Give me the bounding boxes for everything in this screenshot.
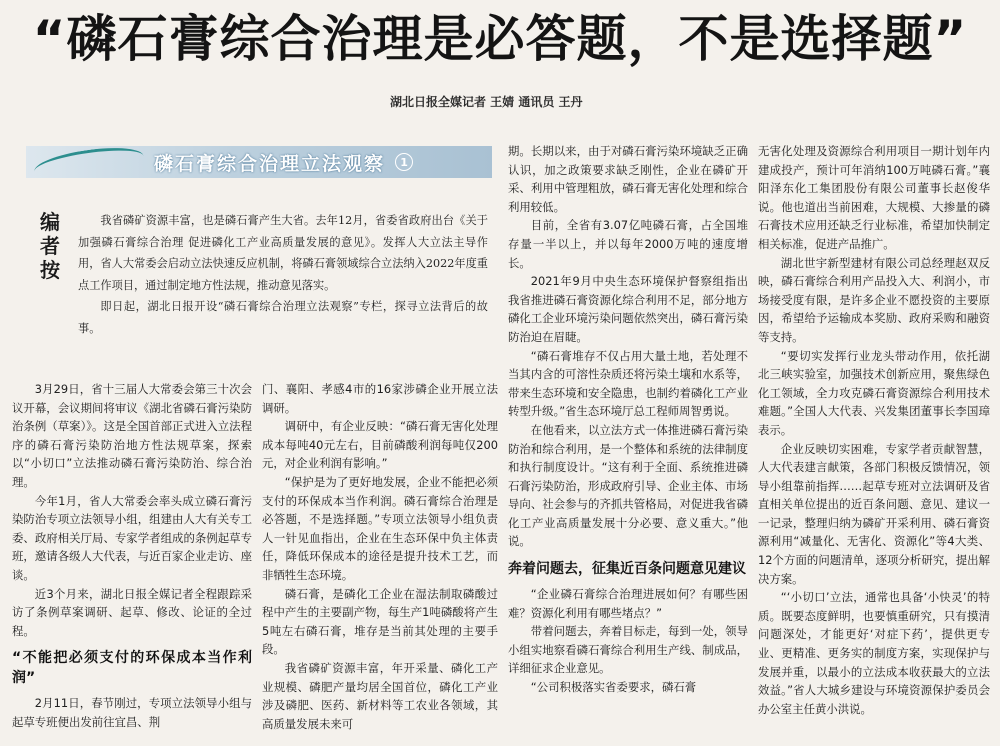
paragraph: 3月29日，省十三届人大常委会第三十次会议开幕，会议期间将审议《湖北省磷石膏污染防治条例（草案）》。这是全国首部正式进入立法程序的磷石膏污染防治地方性法规草案，探索以“小切口”立法推动磷石膏污染防治、综合治理。 [12,382,252,489]
paragraph: 企业反映切实困难，专家学者贡献智慧，人大代表建言献策，各部门积极反馈情况，领导小组靠前指挥……起草专班对立法调研及省直相关单位提出的近百条问题、意见、建议一一记录，整理归纳为磷矿开采利用、磷石膏资源利用“减量化、无害化、资源化”等4大类、12个方面的问题清单，逐项分析研究，提出解决方案。 [758,441,990,586]
article-headline: “磷石膏综合治理是必答题，不是选择题” [32,10,968,68]
paragraph: “保护是为了更好地发展，企业不能把必须支付的环保成本当作利润。磷石膏综合治理是必答题，不是选择题。”专项立法领导小组负责人一针见血指出，企业在生态环保中负主体责任，降低环保成本的途径是提升技术工艺，而非牺牲生态环境。 [262,474,498,582]
paragraph: 在他看来，以立法方式一体推进磷石膏污染防治和综合利用，是一个整体和系统的法律制度和执行制度设计。“这有利于全面、系统推进磷石膏污染防治，形成政府引导、企业主体、市场导向、社会参与的齐抓共管格局，对促进我省磷化工产业高质量发展十分必要、意义重大。”他说。 [508,422,748,549]
paragraph: 近3个月来，湖北日报全媒记者全程跟踪采访了条例草案调研、起草、修改、论证的全过程。 [12,586,252,638]
subheading: 奔着问题去，征集近百条问题意见建议 [508,561,746,578]
text-column-2 [262,380,498,733]
editor-note-paragraph: 即日起，湖北日报开设“磷石膏综合治理立法观察”专栏，探寻立法背后的故事。 [78,300,488,335]
paragraph: 期。长期以来，由于对磷石膏污染环境缺乏正确认识，加之政策要求缺乏刚性，企业在磷矿开采、利用中管理粗放，磷石膏无害化处理和综合利用较低。 [508,144,748,214]
paragraph: “公司积极落实省委要求，磷石膏 [530,680,697,695]
paragraph: 无害化处理及资源综合利用项目一期计划年内建成投产，预计可年消纳100万吨磷石膏。”襄阳泽东化工集团股份有限公司董事长赵俊华说。他也道出当前困难，大规模、大掺量的磷石膏技术应用还缺乏行业标准，希望加快制定相关标准，促进产品推广。 [758,144,990,251]
editor-note-paragraph: 我省磷矿资源丰富，也是磷石膏产生大省。去年12月，省委省政府出台《关于加强磷石膏综合治理 促进磷化工产业高质量发展的意见》。发挥人大立法主导作用，省人大常委会启动立法快速反应机制，将磷石膏领域综合立法纳入2022年度重点工作项目，通过制定地方性法规，推动意见落实。 [78,214,488,292]
text-column-3 [508,142,748,697]
text-column-4 [758,142,990,718]
paragraph: 我省磷矿资源丰富，年开采量、磷化工产业规模、磷肥产量均居全国首位，磷化工产业涉及磷肥、医药、新材料等工农业各领域，其高质量发展未来可 [262,660,498,731]
text-column-1 [12,380,252,732]
paragraph: 今年1月，省人大常委会率头成立磷石膏污染防治专项立法领导小组，组建由人大有关专工委、政府相关厅局、专家学者组成的条例起草专班，邀请各级人大代表，与近百家企业走访、座谈。 [12,493,252,582]
paragraph: 2021年9月中央生态环境保护督察组指出我省推进磷石膏资源化综合利用不足，部分地方磷化工企业环境污染问题依然突出，磷石膏污染防治迫在眉睫。 [508,274,748,344]
subheading: “不能把必须支付的环保成本当作利润” [12,650,252,687]
byline: 湖北日报全媒记者 王婧 通讯员 王丹 [390,95,583,109]
banner-title: 磷石膏综合治理立法观察 [154,152,386,175]
editor-note [78,210,488,339]
paragraph: “‘小切口’立法，通常也具备‘小快灵’的特质。既要态度鲜明，也要慎重研究，只有摸清问题深处，才能更好‘对症下药’，提供更专业、更精准、更务实的制度方案，实现保护与发展并重，以最小的立法成本收获最大的立法效益。”省人大城乡建设与环境资源保护委员会办公室主任黄小洪说。 [758,590,990,716]
editor-note-label: 编者按 [40,210,60,282]
paragraph: “磷石膏堆存不仅占用大量土地，若处理不当其内含的可溶性杂质还将污染土壤和水系等，带来生态环境和安全隐患，也制约着磷化工产业转型升级。”省生态环境厅总工程师周智勇说。 [508,348,748,419]
paragraph: 带着问题去，奔着目标走，每到一处，领导小组实地察看磷石膏综合利用生产线、制成品，详细征求企业意见。 [508,624,748,676]
paragraph: 磷石膏，是磷化工企业在湿法制取磷酸过程中产生的主要副产物，每生产1吨磷酸将产生5吨左右磷石膏，堆存是当前其处理的主要手段。 [262,586,498,657]
paragraph: 门、襄阳、孝感4市的16家涉磷企业开展立法调研。 [262,382,498,415]
paragraph: “要切实发挥行业龙头带动作用，依托湖北三峡实验室，加强技术创新应用，聚焦绿色化工领域，全力攻克磷石膏资源综合利用技术难题。”全国人大代表、兴发集团董事长李国璋表示。 [758,348,990,437]
column-banner [26,146,492,178]
paragraph: 目前，全省有3.07亿吨磷石膏，占全国堆存量一半以上，并以每年2000万吨的速度增长。 [508,218,748,270]
banner-number-badge: 1 [395,153,413,171]
paragraph: 湖北世宇新型建材有限公司总经理赵双反映，磷石膏综合利用产品投入大、利润小，市场接受度有限，是许多企业不愿投资的主要原因，希望给予运输成本奖励、政府采购和融资等支持。 [758,255,990,344]
paragraph: 调研中，有企业反映：“磷石膏无害化处理成本每吨40元左右，目前磷酸利润每吨仅200元，对企业利润有影响。” [262,419,498,471]
banner-decoration [26,146,154,178]
paragraph: “企业磷石膏综合治理进展如何？有哪些困难？资源化利用有哪些堵点？” [508,587,748,620]
paragraph: 2月11日，春节刚过，专项立法领导小组与起草专班便出发前往宜昌、荆 [12,696,252,729]
